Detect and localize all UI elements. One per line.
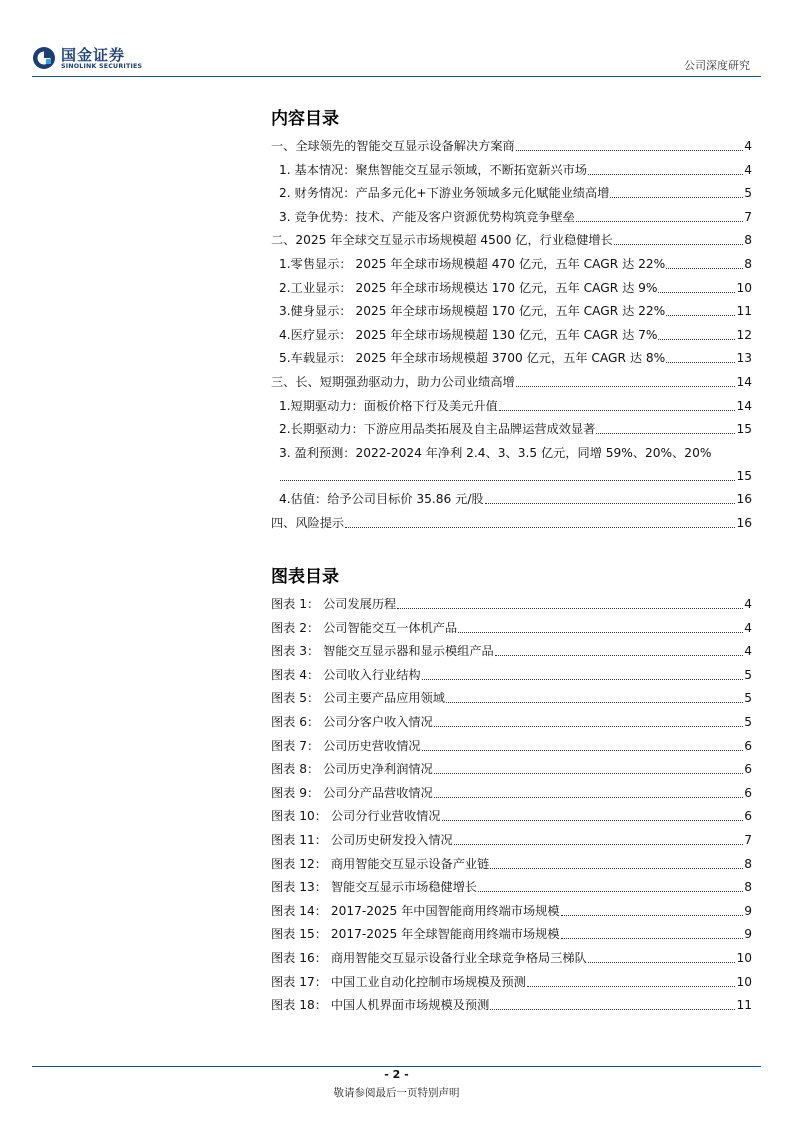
contents-entry[interactable] bbox=[271, 512, 752, 534]
figure-entry[interactable] bbox=[271, 971, 752, 993]
figure-entry[interactable] bbox=[271, 947, 752, 969]
figure-entry-label: 图表 16： 商用智能交互显示设备行业全球竞争格局三梯队 bbox=[271, 951, 587, 965]
contents-page-number: 13 bbox=[736, 351, 752, 365]
contents-entry-label: 1.短期驱动力：面板价格下行及美元升值 bbox=[279, 399, 498, 413]
contents-entry[interactable] bbox=[279, 182, 752, 204]
figure-entry-label: 图表 18： 中国人机界面市场规模及预测 bbox=[271, 998, 490, 1013]
figure-page-number: 4 bbox=[744, 644, 752, 659]
figure-page-number: 10 bbox=[736, 951, 752, 965]
dot-leader bbox=[658, 339, 735, 340]
dot-leader bbox=[422, 750, 744, 751]
contents-entry[interactable] bbox=[279, 395, 752, 417]
contents-entry[interactable] bbox=[271, 371, 752, 393]
logo-chinese-name: 国金证券 bbox=[61, 46, 126, 64]
figure-page-number: 5 bbox=[744, 715, 752, 729]
contents-page-number: 12 bbox=[736, 328, 752, 342]
figure-entry[interactable] bbox=[271, 782, 752, 804]
footer-divider bbox=[32, 1066, 761, 1067]
dot-leader bbox=[527, 986, 736, 987]
figure-page-number: 6 bbox=[744, 738, 752, 753]
dot-leader bbox=[666, 268, 743, 269]
figure-entry-label: 图表 1： 公司发展历程 bbox=[271, 597, 397, 611]
contents-page-number: 15 bbox=[736, 469, 752, 483]
figure-entry-label: 图表 6： 公司分客户收入情况 bbox=[271, 715, 433, 729]
dot-leader bbox=[458, 632, 743, 633]
figure-entry[interactable] bbox=[271, 994, 752, 1016]
figure-entry[interactable] bbox=[271, 805, 752, 827]
contents-entry-label: 3.健身显示： 2025 年全球市场规模超 170 亿元，五年 CAGR 达 22% bbox=[279, 304, 666, 318]
page-header bbox=[0, 0, 793, 80]
figure-entry[interactable] bbox=[271, 711, 752, 733]
dot-leader bbox=[422, 679, 744, 680]
contents-entry[interactable] bbox=[279, 277, 752, 299]
figure-entry-label: 图表 17： 中国工业自动化控制市场规模及预测 bbox=[271, 974, 526, 989]
figure-page-number: 7 bbox=[744, 833, 752, 847]
contents-entry-label: 一、全球领先的智能交互显示设备解决方案商 bbox=[271, 139, 515, 153]
contents-entry[interactable] bbox=[279, 206, 752, 228]
figure-page-number: 10 bbox=[736, 974, 752, 989]
dot-leader bbox=[345, 527, 735, 528]
contents-page-number: 11 bbox=[736, 304, 752, 318]
figure-entry-label: 图表 9： 公司分产品营收情况 bbox=[271, 785, 433, 800]
contents-entry-label: 5.车载显示： 2025 年全球市场规模超 3700 亿元，五年 CAGR 达 8% bbox=[279, 351, 666, 365]
figure-page-number: 8 bbox=[744, 856, 752, 871]
contents-entry[interactable] bbox=[279, 300, 752, 322]
dot-leader bbox=[516, 386, 736, 387]
figure-entry-label: 图表 8： 公司历史净利润情况 bbox=[271, 762, 433, 777]
dot-leader bbox=[478, 891, 743, 892]
figure-page-number: 8 bbox=[744, 880, 752, 895]
figure-entry-label: 图表 14： 2017-2025 年中国智能商用终端市场规模 bbox=[271, 903, 560, 918]
contents-entry[interactable] bbox=[279, 159, 752, 181]
dot-leader bbox=[658, 292, 735, 293]
figure-page-number: 9 bbox=[744, 903, 752, 918]
dot-leader bbox=[434, 773, 743, 774]
dot-leader bbox=[485, 503, 736, 504]
figure-entry-label: 图表 11： 公司历史研发投入情况 bbox=[271, 833, 453, 847]
figure-entry[interactable] bbox=[271, 640, 752, 662]
figure-entry[interactable] bbox=[271, 900, 752, 922]
figure-entry[interactable] bbox=[271, 758, 752, 780]
contents-entry[interactable] bbox=[279, 253, 752, 275]
contents-page-number: 15 bbox=[736, 422, 752, 436]
dot-leader bbox=[561, 915, 744, 916]
dot-leader bbox=[499, 410, 736, 411]
figure-entry[interactable] bbox=[271, 923, 752, 945]
contents-entry-label: 三、长、短期强劲驱动力，助力公司业绩高增 bbox=[271, 375, 515, 389]
contents-entry-continuation[interactable] bbox=[279, 465, 752, 487]
contents-page-number: 5 bbox=[744, 186, 752, 200]
contents-entry[interactable] bbox=[271, 229, 752, 251]
figure-page-number: 6 bbox=[744, 785, 752, 800]
contents-entry-label: 2.工业显示： 2025 年全球市场规模达 170 亿元，五年 CAGR 达 9% bbox=[279, 281, 658, 295]
figure-entry-label: 图表 4： 公司收入行业结构 bbox=[271, 667, 421, 682]
figure-entry[interactable] bbox=[271, 617, 752, 639]
dot-leader bbox=[516, 150, 743, 151]
contents-entry-label: 二、2025 年全球交互显示市场规模超 4500 亿，行业稳健增长 bbox=[271, 233, 613, 247]
page-number: - 2 - bbox=[384, 1068, 409, 1081]
figure-page-number: 4 bbox=[744, 597, 752, 611]
report-type-label: 公司深度研究 bbox=[684, 59, 750, 72]
dot-leader bbox=[561, 938, 744, 939]
contents-entry[interactable] bbox=[279, 488, 752, 510]
contents-entry[interactable] bbox=[279, 324, 752, 346]
dot-leader bbox=[446, 702, 743, 703]
dot-leader bbox=[490, 1009, 735, 1010]
contents-page-number: 4 bbox=[744, 163, 752, 177]
figure-entry[interactable] bbox=[271, 735, 752, 757]
dot-leader bbox=[434, 726, 743, 727]
dot-leader bbox=[280, 480, 735, 481]
contents-entry[interactable] bbox=[279, 347, 752, 369]
figure-entry-label: 图表 5： 公司主要产品应用领域 bbox=[271, 691, 445, 706]
dot-leader bbox=[490, 868, 743, 869]
contents-page-number: 8 bbox=[744, 233, 752, 247]
header-divider bbox=[32, 76, 761, 77]
figure-page-number: 11 bbox=[736, 998, 752, 1013]
contents-page-number: 16 bbox=[736, 516, 752, 530]
contents-page-number: 14 bbox=[736, 375, 752, 389]
dot-leader bbox=[666, 315, 735, 316]
figure-entry-label: 图表 7： 公司历史营收情况 bbox=[271, 738, 421, 753]
figures-title: 图表目录 bbox=[271, 567, 339, 587]
figure-entry[interactable] bbox=[271, 664, 752, 686]
figure-entry[interactable] bbox=[271, 876, 752, 898]
dot-leader bbox=[397, 608, 743, 609]
logo-english-name: SINOLINK SECURITIES bbox=[61, 63, 143, 70]
dot-leader bbox=[596, 433, 735, 434]
contents-entry-label: 四、风险提示 bbox=[271, 516, 345, 530]
figure-entry-label: 图表 2： 公司智能交互一体机产品 bbox=[271, 620, 458, 635]
dot-leader bbox=[495, 655, 744, 656]
company-logo bbox=[32, 44, 152, 74]
dot-leader bbox=[576, 221, 743, 222]
dot-leader bbox=[588, 174, 743, 175]
contents-entry-label: 4.估值：给予公司目标价 35.86 元/股 bbox=[279, 492, 484, 506]
dot-leader bbox=[454, 844, 744, 845]
dot-leader bbox=[588, 962, 736, 963]
contents-entry-label: 2. 财务情况：产品多元化+下游业务领域多元化赋能业绩高增 bbox=[279, 186, 610, 200]
footer-disclaimer: 敬请参阅最后一页特别声明 bbox=[333, 1087, 460, 1099]
contents-page-number: 14 bbox=[736, 399, 752, 413]
contents-entry-label: 1.零售显示： 2025 年全球市场规模超 470 亿元，五年 CAGR 达 22% bbox=[279, 257, 666, 271]
dot-leader bbox=[442, 820, 744, 821]
figure-page-number: 4 bbox=[744, 620, 752, 635]
figure-entry[interactable] bbox=[271, 829, 752, 851]
figure-entry[interactable] bbox=[271, 853, 752, 875]
contents-page-number: 16 bbox=[736, 492, 752, 506]
figure-page-number: 9 bbox=[744, 927, 752, 942]
dot-leader bbox=[614, 244, 743, 245]
figure-page-number: 6 bbox=[744, 762, 752, 777]
contents-entry[interactable] bbox=[279, 418, 752, 440]
dot-leader bbox=[610, 197, 743, 198]
contents-entry-label: 2.长期驱动力：下游应用品类拓展及自主品牌运营成效显著 bbox=[279, 422, 596, 436]
contents-entry-label: 4.医疗显示： 2025 年全球市场规模超 130 亿元，五年 CAGR 达 7% bbox=[279, 328, 658, 342]
contents-entry-label: 1. 基本情况：聚焦智能交互显示领域，不断拓宽新兴市场 bbox=[279, 163, 588, 177]
figure-entry-label: 图表 15： 2017-2025 年全球智能商用终端市场规模 bbox=[271, 927, 560, 942]
contents-page-number: 10 bbox=[736, 281, 752, 295]
contents-entry[interactable]: 3. 盈利预测：2022-2024 年净利 2.4、3、3.5 亿元，同增 59%、20%、20% bbox=[279, 446, 712, 460]
figure-entry-label: 图表 10： 公司分行业营收情况 bbox=[271, 809, 441, 824]
figure-entry-label: 图表 12： 商用智能交互显示设备产业链 bbox=[271, 856, 490, 871]
figure-entry[interactable] bbox=[271, 593, 752, 615]
figure-page-number: 5 bbox=[744, 667, 752, 682]
figure-entry[interactable] bbox=[271, 687, 752, 709]
dot-leader bbox=[434, 797, 743, 798]
figure-entry-label: 图表 13： 智能交互显示市场稳健增长 bbox=[271, 880, 478, 895]
dot-leader bbox=[666, 362, 735, 363]
figure-page-number: 6 bbox=[744, 809, 752, 824]
contents-page-number: 8 bbox=[744, 257, 752, 271]
figure-entry-label: 图表 3： 智能交互显示器和显示模组产品 bbox=[271, 644, 494, 659]
contents-entry-label: 3. 竞争优势：技术、产能及客户资源优势构筑竞争壁垒 bbox=[279, 210, 575, 224]
contents-title: 内容目录 bbox=[271, 109, 339, 129]
contents-page-number: 7 bbox=[744, 210, 752, 224]
sinolink-logo-icon bbox=[32, 46, 56, 70]
contents-entry[interactable] bbox=[271, 135, 752, 157]
figure-page-number: 5 bbox=[744, 691, 752, 706]
contents-page-number: 4 bbox=[744, 139, 752, 153]
